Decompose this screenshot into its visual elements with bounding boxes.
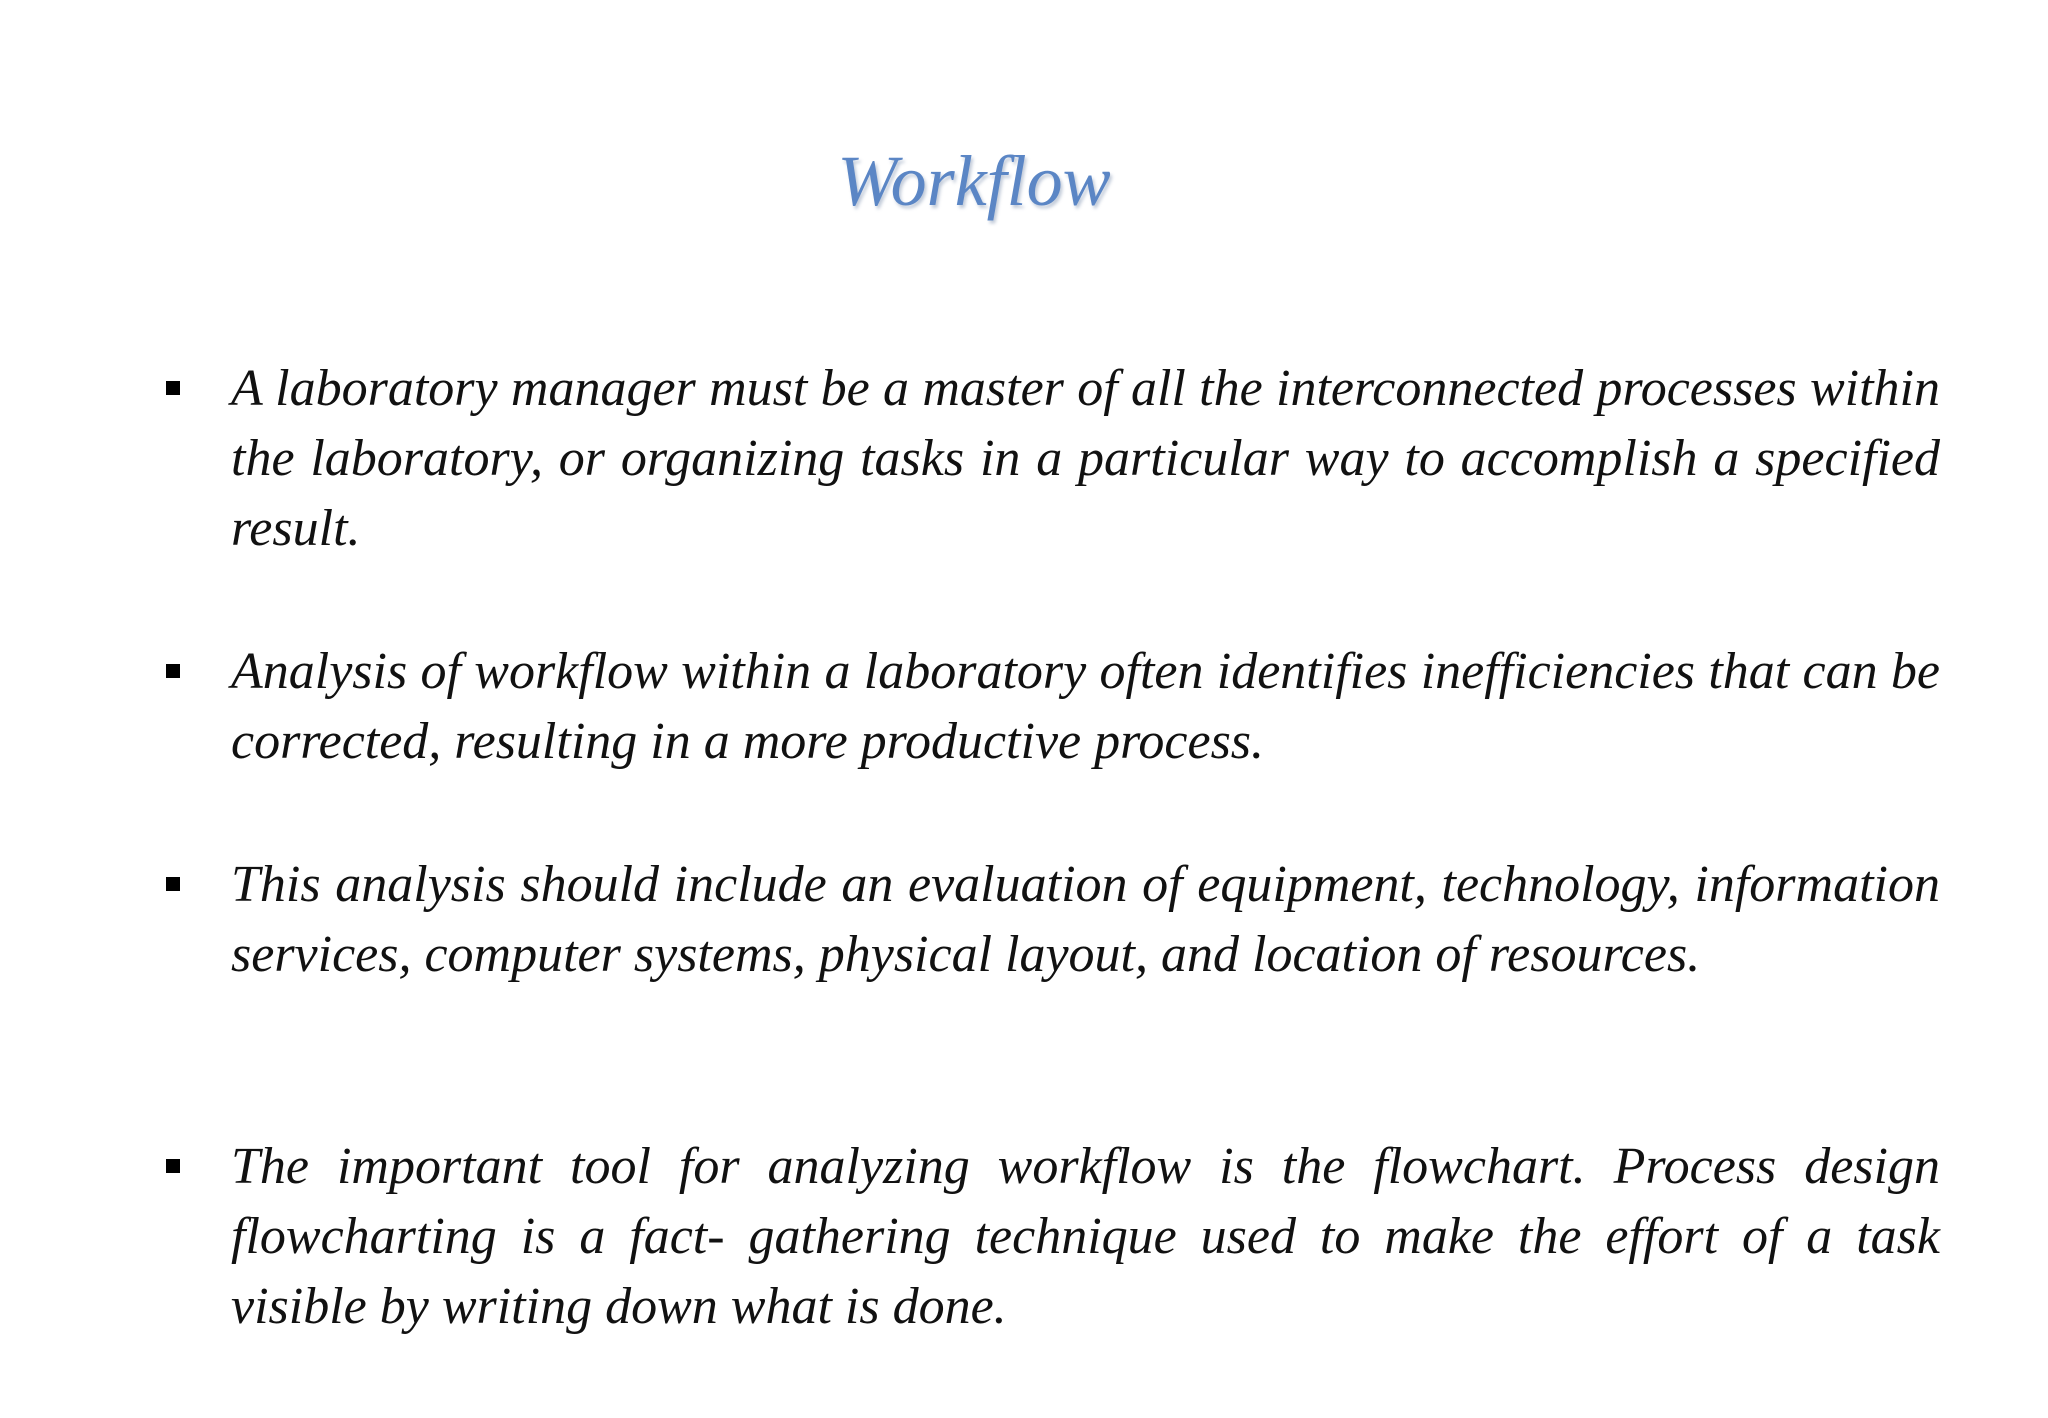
slide-title: Workflow: [837, 141, 1111, 221]
square-bullet-icon: [166, 664, 180, 678]
bullet-text: This analysis should include an evaluation of equipment, technology, information services, computer systems, physical layout, and location of resources.: [231, 856, 1940, 983]
square-bullet-icon: [166, 381, 180, 395]
square-bullet-icon: [166, 877, 180, 891]
bullet-text: The important tool for analyzing workflow is the flowchart. Process design flowcharting is a fact- gathering technique used to make the effort of a task visible by writing down what is done.: [231, 1138, 1940, 1335]
bullet-text: Analysis of workflow within a laboratory often identifies inefficiencies that can be corrected, resulting in a more productive process.: [231, 643, 1940, 770]
square-bullet-icon: [166, 1159, 180, 1173]
bullet-text: A laboratory manager must be a master of all the interconnected processes within the laboratory, or organizing tasks in a particular way to accomplish a specified result.: [231, 360, 1940, 557]
